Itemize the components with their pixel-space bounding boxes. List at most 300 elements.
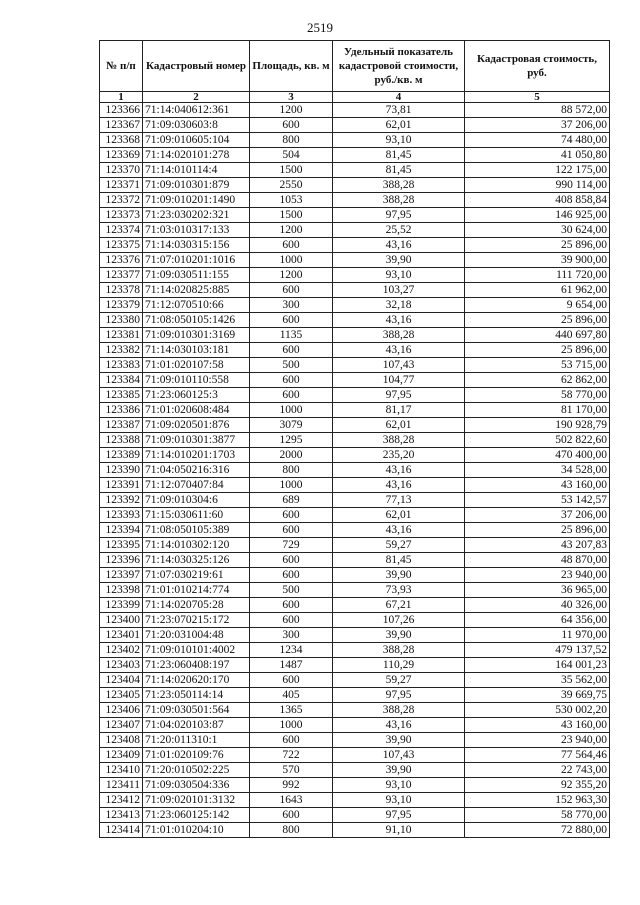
row-number-cell: 123405 — [100, 688, 143, 703]
row-number-cell: 123375 — [100, 238, 143, 253]
specific-value-cell: 97,95 — [333, 208, 465, 223]
cadastral-value-table — [99, 40, 610, 838]
cadastral-number-cell: 71:14:030315:156 — [143, 238, 250, 253]
cadastral-cost-cell: 11 970,00 — [465, 628, 610, 643]
cadastral-cost-cell: 152 963,30 — [465, 793, 610, 808]
specific-value-cell: 67,21 — [333, 598, 465, 613]
cadastral-cost-cell: 146 925,00 — [465, 208, 610, 223]
page-number: 2519 — [307, 20, 333, 35]
cadastral-number-cell: 71:15:030611:60 — [143, 508, 250, 523]
specific-value-cell: 59,27 — [333, 538, 465, 553]
cadastral-number-cell: 71:07:010201:1016 — [143, 253, 250, 268]
row-number-cell: 123386 — [100, 403, 143, 418]
cadastral-number-cell: 71:23:050114:14 — [143, 688, 250, 703]
specific-value-cell: 43,16 — [333, 523, 465, 538]
cadastral-cost-cell: 43 160,00 — [465, 718, 610, 733]
row-number-cell: 123390 — [100, 463, 143, 478]
cadastral-cost-cell: 62 862,00 — [465, 373, 610, 388]
cadastral-number-cell: 71:08:050105:1426 — [143, 313, 250, 328]
area-cell: 600 — [250, 313, 333, 328]
area-cell: 1000 — [250, 718, 333, 733]
cadastral-cost-cell: 122 175,00 — [465, 163, 610, 178]
row-number-cell: 123401 — [100, 628, 143, 643]
cadastral-cost-cell: 30 624,00 — [465, 223, 610, 238]
table-row — [100, 628, 610, 643]
specific-value-cell: 39,90 — [333, 628, 465, 643]
row-number-cell: 123385 — [100, 388, 143, 403]
row-number-cell: 123366 — [100, 103, 143, 118]
header-cadastral-number: Кадастровый номер — [143, 41, 250, 92]
cadastral-number-cell: 71:12:070407:84 — [143, 478, 250, 493]
table-row — [100, 148, 610, 163]
cadastral-cost-cell: 39 669,75 — [465, 688, 610, 703]
area-cell: 500 — [250, 583, 333, 598]
cadastral-number-cell: 71:01:020608:484 — [143, 403, 250, 418]
area-cell: 689 — [250, 493, 333, 508]
cadastral-cost-cell: 64 356,00 — [465, 613, 610, 628]
specific-value-cell: 73,93 — [333, 583, 465, 598]
cadastral-number-cell: 71:09:010110:558 — [143, 373, 250, 388]
cadastral-cost-cell: 111 720,00 — [465, 268, 610, 283]
header-specific-value: Удельный показатель кадастровой стоимости, руб./кв. м — [333, 41, 465, 92]
area-cell: 600 — [250, 373, 333, 388]
table-row — [100, 598, 610, 613]
area-cell: 800 — [250, 823, 333, 838]
area-cell: 600 — [250, 568, 333, 583]
area-cell: 1200 — [250, 223, 333, 238]
row-number-cell: 123397 — [100, 568, 143, 583]
row-number-cell: 123394 — [100, 523, 143, 538]
cadastral-cost-cell: 25 896,00 — [465, 313, 610, 328]
table-row — [100, 253, 610, 268]
cadastral-number-cell: 71:09:010201:1490 — [143, 193, 250, 208]
cadastral-cost-cell: 25 896,00 — [465, 523, 610, 538]
area-cell: 992 — [250, 778, 333, 793]
table-row — [100, 373, 610, 388]
row-number-cell: 123383 — [100, 358, 143, 373]
cadastral-number-cell: 71:14:020705:28 — [143, 598, 250, 613]
area-cell: 2000 — [250, 448, 333, 463]
specific-value-cell: 43,16 — [333, 313, 465, 328]
row-number-cell: 123384 — [100, 373, 143, 388]
table-row — [100, 268, 610, 283]
area-cell: 1643 — [250, 793, 333, 808]
cadastral-number-cell: 71:09:030511:155 — [143, 268, 250, 283]
area-cell: 1500 — [250, 163, 333, 178]
table-row — [100, 553, 610, 568]
area-cell: 600 — [250, 118, 333, 133]
area-cell: 600 — [250, 613, 333, 628]
row-number-cell: 123382 — [100, 343, 143, 358]
row-number-cell: 123404 — [100, 673, 143, 688]
cadastral-cost-cell: 48 870,00 — [465, 553, 610, 568]
specific-value-cell: 39,90 — [333, 253, 465, 268]
cadastral-number-cell: 71:14:020620:170 — [143, 673, 250, 688]
area-cell: 600 — [250, 238, 333, 253]
table-row — [100, 178, 610, 193]
specific-value-cell: 73,81 — [333, 103, 465, 118]
table-row — [100, 358, 610, 373]
specific-value-cell: 81,45 — [333, 553, 465, 568]
cadastral-cost-cell: 53 715,00 — [465, 358, 610, 373]
cadastral-cost-cell: 74 480,00 — [465, 133, 610, 148]
specific-value-cell: 388,28 — [333, 193, 465, 208]
row-number-cell: 123411 — [100, 778, 143, 793]
specific-value-cell: 62,01 — [333, 508, 465, 523]
cadastral-number-cell: 71:09:020101:3132 — [143, 793, 250, 808]
specific-value-cell: 81,45 — [333, 148, 465, 163]
table-row — [100, 658, 610, 673]
specific-value-cell: 104,77 — [333, 373, 465, 388]
area-cell: 3079 — [250, 418, 333, 433]
table-row — [100, 688, 610, 703]
area-cell: 600 — [250, 673, 333, 688]
cadastral-number-cell: 71:20:011310:1 — [143, 733, 250, 748]
specific-value-cell: 235,20 — [333, 448, 465, 463]
cadastral-cost-cell: 53 142,57 — [465, 493, 610, 508]
row-number-cell: 123370 — [100, 163, 143, 178]
area-cell: 1000 — [250, 403, 333, 418]
cadastral-cost-cell: 190 928,79 — [465, 418, 610, 433]
specific-value-cell: 32,18 — [333, 298, 465, 313]
table-row — [100, 613, 610, 628]
specific-value-cell: 43,16 — [333, 463, 465, 478]
cadastral-cost-cell: 990 114,00 — [465, 178, 610, 193]
table-row — [100, 238, 610, 253]
cadastral-cost-cell: 43 160,00 — [465, 478, 610, 493]
table-row — [100, 718, 610, 733]
cadastral-number-cell: 71:14:020825:885 — [143, 283, 250, 298]
cadastral-number-cell: 71:14:010114:4 — [143, 163, 250, 178]
cadastral-cost-cell: 40 326,00 — [465, 598, 610, 613]
area-cell: 600 — [250, 808, 333, 823]
cadastral-number-cell: 71:01:020107:58 — [143, 358, 250, 373]
table-row — [100, 163, 610, 178]
area-cell: 600 — [250, 733, 333, 748]
table-row — [100, 418, 610, 433]
cadastral-cost-cell: 43 207,83 — [465, 538, 610, 553]
area-cell: 600 — [250, 283, 333, 298]
cadastral-number-cell: 71:23:060125:142 — [143, 808, 250, 823]
table-row — [100, 793, 610, 808]
area-cell: 500 — [250, 358, 333, 373]
table-row — [100, 703, 610, 718]
cadastral-cost-cell: 23 940,00 — [465, 733, 610, 748]
specific-value-cell: 81,17 — [333, 403, 465, 418]
row-number-cell: 123367 — [100, 118, 143, 133]
cadastral-number-cell: 71:14:030103:181 — [143, 343, 250, 358]
row-number-cell: 123414 — [100, 823, 143, 838]
cadastral-number-cell: 71:03:010317:133 — [143, 223, 250, 238]
cadastral-cost-cell: 58 770,00 — [465, 388, 610, 403]
row-number-cell: 123380 — [100, 313, 143, 328]
cadastral-cost-cell: 440 697,80 — [465, 328, 610, 343]
cadastral-number-cell: 71:12:070510:66 — [143, 298, 250, 313]
row-number-cell: 123399 — [100, 598, 143, 613]
specific-value-cell: 97,95 — [333, 388, 465, 403]
area-cell: 1053 — [250, 193, 333, 208]
area-cell: 1200 — [250, 268, 333, 283]
row-number-cell: 123407 — [100, 718, 143, 733]
area-cell: 1500 — [250, 208, 333, 223]
cadastral-cost-cell: 58 770,00 — [465, 808, 610, 823]
specific-value-cell: 93,10 — [333, 268, 465, 283]
row-number-cell: 123413 — [100, 808, 143, 823]
column-number-row — [100, 92, 610, 103]
area-cell: 729 — [250, 538, 333, 553]
area-cell: 600 — [250, 508, 333, 523]
specific-value-cell: 39,90 — [333, 568, 465, 583]
column-number: 4 — [333, 92, 465, 103]
table-row — [100, 223, 610, 238]
header-area: Площадь, кв. м — [250, 41, 333, 92]
row-number-cell: 123391 — [100, 478, 143, 493]
specific-value-cell: 91,10 — [333, 823, 465, 838]
table-row — [100, 493, 610, 508]
row-number-cell: 123403 — [100, 658, 143, 673]
cadastral-number-cell: 71:07:030219:61 — [143, 568, 250, 583]
table-row — [100, 823, 610, 838]
specific-value-cell: 93,10 — [333, 778, 465, 793]
area-cell: 1487 — [250, 658, 333, 673]
row-number-cell: 123400 — [100, 613, 143, 628]
table-row — [100, 328, 610, 343]
row-number-cell: 123381 — [100, 328, 143, 343]
specific-value-cell: 39,90 — [333, 763, 465, 778]
row-number-cell: 123398 — [100, 583, 143, 598]
cadastral-cost-cell: 25 896,00 — [465, 238, 610, 253]
row-number-cell: 123378 — [100, 283, 143, 298]
area-cell: 1000 — [250, 478, 333, 493]
cadastral-cost-cell: 37 206,00 — [465, 118, 610, 133]
cadastral-cost-cell: 61 962,00 — [465, 283, 610, 298]
cadastral-number-cell: 71:20:010502:225 — [143, 763, 250, 778]
cadastral-number-cell: 71:20:031004:48 — [143, 628, 250, 643]
cadastral-number-cell: 71:09:010605:104 — [143, 133, 250, 148]
area-cell: 570 — [250, 763, 333, 778]
row-number-cell: 123389 — [100, 448, 143, 463]
row-number-cell: 123376 — [100, 253, 143, 268]
area-cell: 600 — [250, 388, 333, 403]
specific-value-cell: 43,16 — [333, 478, 465, 493]
row-number-cell: 123369 — [100, 148, 143, 163]
table-row — [100, 478, 610, 493]
specific-value-cell: 62,01 — [333, 118, 465, 133]
cadastral-cost-cell: 36 965,00 — [465, 583, 610, 598]
cadastral-cost-cell: 92 355,20 — [465, 778, 610, 793]
row-number-cell: 123368 — [100, 133, 143, 148]
cadastral-cost-cell: 530 002,20 — [465, 703, 610, 718]
cadastral-number-cell: 71:09:030501:564 — [143, 703, 250, 718]
cadastral-cost-cell: 479 137,52 — [465, 643, 610, 658]
table-row — [100, 133, 610, 148]
cadastral-cost-cell: 470 400,00 — [465, 448, 610, 463]
cadastral-number-cell: 71:01:010204:10 — [143, 823, 250, 838]
specific-value-cell: 97,95 — [333, 808, 465, 823]
table-row — [100, 808, 610, 823]
cadastral-number-cell: 71:09:010301:3169 — [143, 328, 250, 343]
table-row — [100, 733, 610, 748]
cadastral-number-cell: 71:04:020103:87 — [143, 718, 250, 733]
column-number: 2 — [143, 92, 250, 103]
cadastral-number-cell: 71:01:010214:774 — [143, 583, 250, 598]
cadastral-number-cell: 71:09:010304:6 — [143, 493, 250, 508]
cadastral-cost-cell: 72 880,00 — [465, 823, 610, 838]
cadastral-number-cell: 71:14:020101:278 — [143, 148, 250, 163]
cadastral-cost-cell: 22 743,00 — [465, 763, 610, 778]
row-number-cell: 123408 — [100, 733, 143, 748]
table-row — [100, 583, 610, 598]
cadastral-cost-cell: 9 654,00 — [465, 298, 610, 313]
row-number-cell: 123395 — [100, 538, 143, 553]
row-number-cell: 123393 — [100, 508, 143, 523]
row-number-cell: 123387 — [100, 418, 143, 433]
row-number-cell: 123392 — [100, 493, 143, 508]
cadastral-cost-cell: 34 528,00 — [465, 463, 610, 478]
table-row — [100, 538, 610, 553]
column-number: 1 — [100, 92, 143, 103]
table-row — [100, 673, 610, 688]
table-row — [100, 433, 610, 448]
area-cell: 1135 — [250, 328, 333, 343]
cadastral-number-cell: 71:09:010301:879 — [143, 178, 250, 193]
cadastral-number-cell: 71:23:060408:197 — [143, 658, 250, 673]
row-number-cell: 123406 — [100, 703, 143, 718]
area-cell: 1365 — [250, 703, 333, 718]
table-row — [100, 643, 610, 658]
table-body — [100, 103, 610, 838]
row-number-cell: 123409 — [100, 748, 143, 763]
cadastral-number-cell: 71:09:010301:3877 — [143, 433, 250, 448]
table-row — [100, 103, 610, 118]
cadastral-number-cell: 71:01:020109:76 — [143, 748, 250, 763]
cadastral-cost-cell: 35 562,00 — [465, 673, 610, 688]
area-cell: 300 — [250, 298, 333, 313]
cadastral-number-cell: 71:08:050105:389 — [143, 523, 250, 538]
table-row — [100, 193, 610, 208]
row-number-cell: 123388 — [100, 433, 143, 448]
cadastral-cost-cell: 25 896,00 — [465, 343, 610, 358]
area-cell: 600 — [250, 523, 333, 538]
row-number-cell: 123371 — [100, 178, 143, 193]
row-number-cell: 123379 — [100, 298, 143, 313]
specific-value-cell: 43,16 — [333, 343, 465, 358]
specific-value-cell: 43,16 — [333, 718, 465, 733]
specific-value-cell: 110,29 — [333, 658, 465, 673]
cadastral-number-cell: 71:14:010302:120 — [143, 538, 250, 553]
cadastral-number-cell: 71:23:070215:172 — [143, 613, 250, 628]
specific-value-cell: 81,45 — [333, 163, 465, 178]
area-cell: 800 — [250, 463, 333, 478]
cadastral-cost-cell: 502 822,60 — [465, 433, 610, 448]
area-cell: 2550 — [250, 178, 333, 193]
cadastral-cost-cell: 88 572,00 — [465, 103, 610, 118]
area-cell: 1000 — [250, 253, 333, 268]
specific-value-cell: 43,16 — [333, 238, 465, 253]
cadastral-number-cell: 71:14:040612:361 — [143, 103, 250, 118]
table-row — [100, 748, 610, 763]
specific-value-cell: 388,28 — [333, 643, 465, 658]
cadastral-number-cell: 71:14:030325:126 — [143, 553, 250, 568]
specific-value-cell: 107,26 — [333, 613, 465, 628]
specific-value-cell: 103,27 — [333, 283, 465, 298]
cadastral-cost-cell: 408 858,84 — [465, 193, 610, 208]
cadastral-number-cell: 71:09:020501:876 — [143, 418, 250, 433]
cadastral-number-cell: 71:09:010101:4002 — [143, 643, 250, 658]
header-cadastral-cost: Кадастровая стоимость, руб. — [465, 41, 610, 92]
table-header-row — [100, 41, 610, 92]
column-number: 5 — [465, 92, 610, 103]
row-number-cell: 123377 — [100, 268, 143, 283]
cadastral-cost-cell: 81 170,00 — [465, 403, 610, 418]
area-cell: 800 — [250, 133, 333, 148]
table-row — [100, 778, 610, 793]
area-cell: 1200 — [250, 103, 333, 118]
area-cell: 1234 — [250, 643, 333, 658]
cadastral-cost-cell: 77 564,46 — [465, 748, 610, 763]
row-number-cell: 123412 — [100, 793, 143, 808]
specific-value-cell: 59,27 — [333, 673, 465, 688]
specific-value-cell: 107,43 — [333, 748, 465, 763]
row-number-cell: 123374 — [100, 223, 143, 238]
specific-value-cell: 107,43 — [333, 358, 465, 373]
area-cell: 600 — [250, 553, 333, 568]
specific-value-cell: 97,95 — [333, 688, 465, 703]
row-number-cell: 123372 — [100, 193, 143, 208]
specific-value-cell: 388,28 — [333, 328, 465, 343]
specific-value-cell: 62,01 — [333, 418, 465, 433]
cadastral-number-cell: 71:23:030202:321 — [143, 208, 250, 223]
table-row — [100, 313, 610, 328]
header-row-number: № п/п — [100, 41, 143, 92]
area-cell: 600 — [250, 343, 333, 358]
table-row — [100, 283, 610, 298]
table-row — [100, 568, 610, 583]
row-number-cell: 123373 — [100, 208, 143, 223]
row-number-cell: 123396 — [100, 553, 143, 568]
cadastral-cost-cell: 37 206,00 — [465, 508, 610, 523]
area-cell: 600 — [250, 598, 333, 613]
area-cell: 1295 — [250, 433, 333, 448]
specific-value-cell: 77,13 — [333, 493, 465, 508]
table-row — [100, 763, 610, 778]
cadastral-number-cell: 71:04:050216:316 — [143, 463, 250, 478]
row-number-cell: 123402 — [100, 643, 143, 658]
table-row — [100, 448, 610, 463]
cadastral-number-cell: 71:14:010201:1703 — [143, 448, 250, 463]
specific-value-cell: 93,10 — [333, 793, 465, 808]
cadastral-cost-cell: 23 940,00 — [465, 568, 610, 583]
table-row — [100, 298, 610, 313]
specific-value-cell: 388,28 — [333, 433, 465, 448]
column-number: 3 — [250, 92, 333, 103]
area-cell: 722 — [250, 748, 333, 763]
table-row — [100, 343, 610, 358]
table-row — [100, 523, 610, 538]
table-row — [100, 118, 610, 133]
table-row — [100, 508, 610, 523]
specific-value-cell: 25,52 — [333, 223, 465, 238]
area-cell: 504 — [250, 148, 333, 163]
cadastral-cost-cell: 39 900,00 — [465, 253, 610, 268]
area-cell: 300 — [250, 628, 333, 643]
specific-value-cell: 39,90 — [333, 733, 465, 748]
cadastral-cost-cell: 164 001,23 — [465, 658, 610, 673]
cadastral-number-cell: 71:23:060125:3 — [143, 388, 250, 403]
area-cell: 405 — [250, 688, 333, 703]
table-row — [100, 208, 610, 223]
table-row — [100, 403, 610, 418]
